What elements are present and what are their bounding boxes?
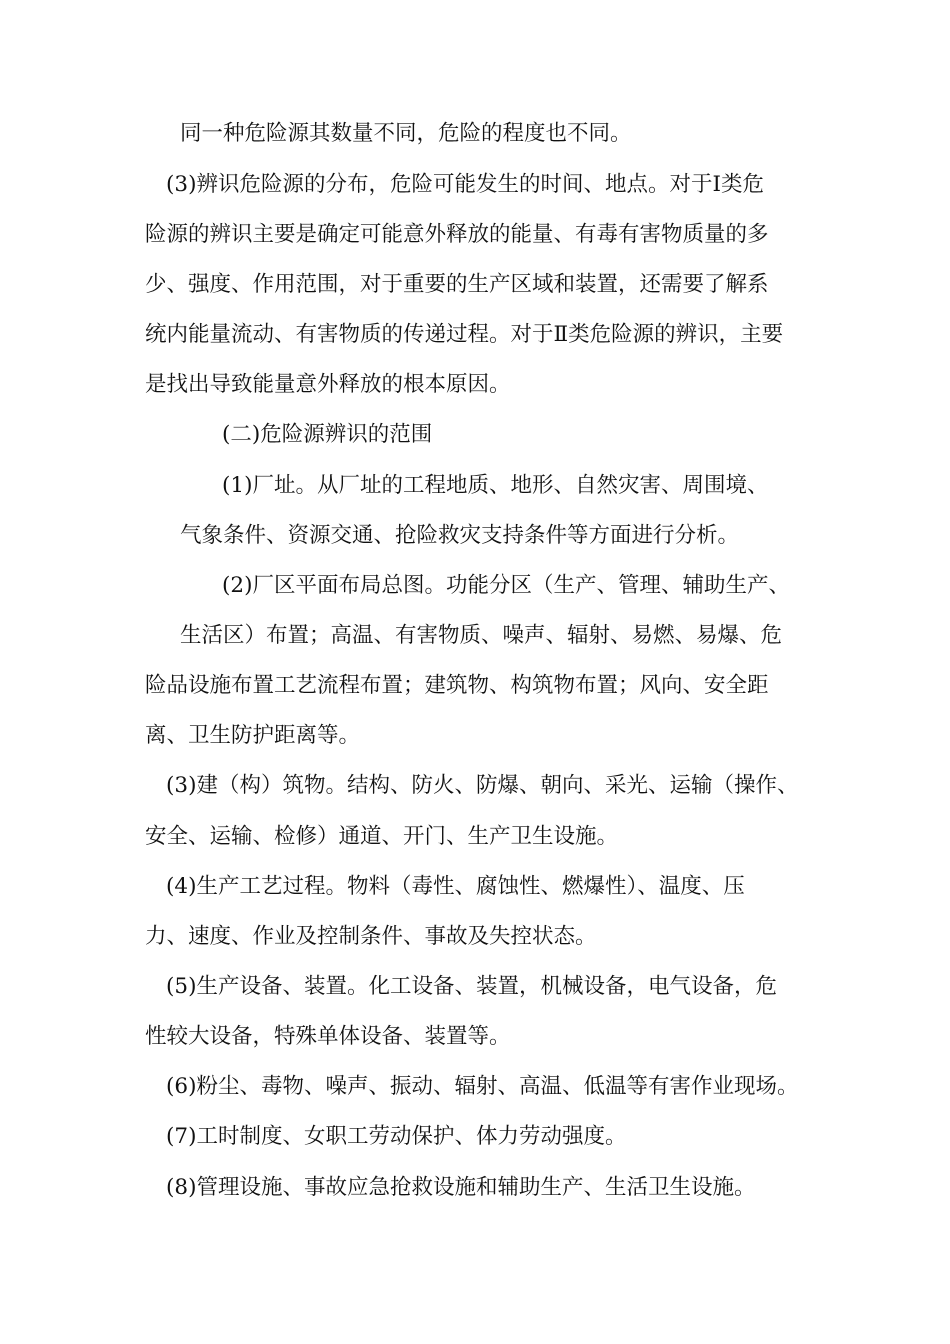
- text-line-16: (4)生产工艺过程。物料（毒性、腐蚀性、燃爆性）、温度、压: [166, 874, 745, 899]
- text-line-2: (3)辨识危险源的分布，危险可能发生的时间、地点。对于Ⅰ类危: [166, 172, 764, 197]
- text-line-9: 气象条件、资源交通、抢险救灾支持条件等方面进行分析。: [180, 523, 740, 548]
- text-line-15: 安全、运输、检修）通道、开门、生产卫生设施。: [145, 824, 619, 849]
- text-line-14: (3)建（构）筑物。结构、防火、防爆、朝向、采光、运输（操作、: [166, 773, 799, 798]
- text-line-12: 险品设施布置工艺流程布置；建筑物、构筑物布置；风向、安全距: [145, 673, 769, 698]
- text-line-20: (6)粉尘、毒物、噪声、振动、辐射、高温、低温等有害作业现场。: [166, 1074, 799, 1099]
- text-line-10: (2)厂区平面布局总图。功能分区（生产、管理、辅助生产、: [222, 573, 790, 598]
- text-line-1: 同一种危险源其数量不同，危险的程度也不同。: [180, 121, 632, 146]
- text-line-17: 力、速度、作业及控制条件、事故及失控状态。: [145, 924, 597, 949]
- text-line-6: 是找出导致能量意外释放的根本原因。: [145, 372, 511, 397]
- text-line-22: (8)管理设施、事故应急抢救设施和辅助生产、生活卫生设施。: [166, 1175, 756, 1200]
- text-line-4: 少、强度、作用范围，对于重要的生产区域和装置，还需要了解系: [145, 272, 769, 297]
- section-heading: (二)危险源辨识的范围: [222, 422, 433, 447]
- text-line-18: (5)生产设备、装置。化工设备、装置，机械设备，电气设备，危: [166, 974, 777, 999]
- text-line-5: 统内能量流动、有害物质的传递过程。对于Ⅱ类危险源的辨识，主要: [145, 322, 784, 347]
- text-line-13: 离、卫生防护距离等。: [145, 723, 361, 748]
- text-line-11: 生活区）布置；高温、有害物质、噪声、辐射、易燃、易爆、危: [180, 623, 783, 648]
- text-line-19: 性较大设备，特殊单体设备、装置等。: [145, 1024, 511, 1049]
- text-line-3: 险源的辨识主要是确定可能意外释放的能量、有毒有害物质量的多: [145, 222, 769, 247]
- text-line-21: (7)工时制度、女职工劳动保护、体力劳动强度。: [166, 1124, 627, 1149]
- text-line-8: (1)厂址。从厂址的工程地质、地形、自然灾害、周围境、: [222, 473, 769, 498]
